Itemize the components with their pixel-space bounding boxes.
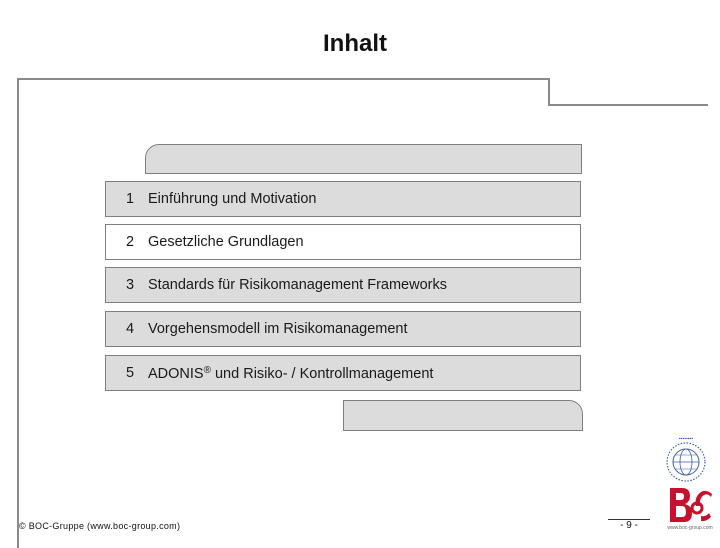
agenda-item-3[interactable] [105, 267, 581, 303]
slide-title: Inhalt [323, 30, 387, 57]
frame-tab-notch [548, 78, 708, 106]
decorative-bar-top [145, 144, 582, 174]
svg-text:▪▪▪▪▪▪▪▪: ▪▪▪▪▪▪▪▪ [678, 436, 694, 442]
agenda-label: Standards für Risikomanagement Frameworks [148, 277, 447, 293]
boc-url-text: www.boc-group.com [667, 525, 713, 531]
agenda-number: 1 [126, 191, 135, 207]
agenda-label-rest: und Risiko- / Kontrollmanagement [210, 365, 434, 382]
agenda-label-brand: ADONIS [148, 365, 204, 382]
agenda-label: Vorgehensmodell im Risikomanagement [148, 321, 408, 337]
university-seal-icon [657, 434, 715, 484]
agenda-item-5[interactable] [105, 355, 581, 391]
agenda-item-1[interactable] [105, 181, 581, 217]
footer-copyright: © BOC-Gruppe (www.boc-group.com) [19, 521, 181, 531]
agenda-label: Einführung und Motivation [148, 191, 317, 207]
agenda-number: 3 [126, 277, 135, 293]
agenda-label [148, 365, 433, 382]
registered-mark: ® [203, 364, 211, 376]
boc-logo-icon [666, 484, 714, 524]
agenda-item-2[interactable] [105, 224, 581, 260]
agenda-label: Gesetzliche Grundlagen [148, 234, 304, 250]
page-number: - 9 - [608, 519, 650, 535]
decorative-bar-bottom [343, 400, 583, 431]
agenda-number: 4 [126, 321, 135, 337]
agenda-number: 5 [126, 365, 135, 381]
agenda-number: 2 [126, 234, 135, 250]
agenda-item-4[interactable] [105, 311, 581, 347]
